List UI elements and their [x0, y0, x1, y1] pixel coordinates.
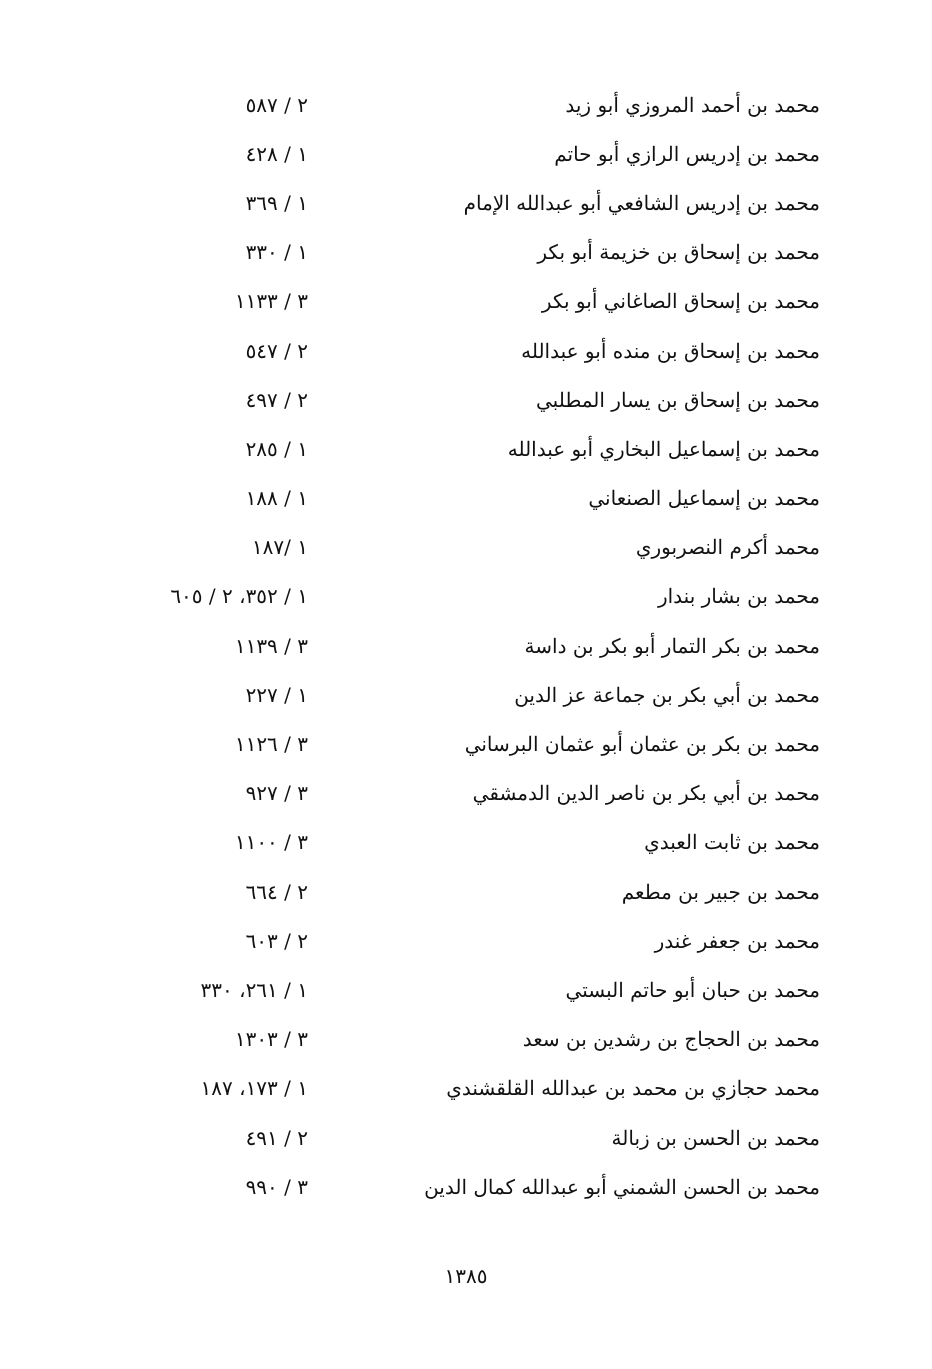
entry-name: محمد بن بكر التمار أبو بكر بن داسة: [524, 633, 820, 658]
index-entry: [0, 1064, 932, 1113]
index-entry: [0, 1162, 932, 1211]
entry-name: محمد بن جعفر غندر: [654, 928, 820, 953]
entry-reference: ١ / ٢٢٧: [245, 682, 308, 707]
index-entry: [0, 129, 932, 178]
index-entry: [0, 277, 932, 326]
entry-name: محمد بن إسحاق بن منده أبو عبدالله: [521, 338, 820, 363]
entry-name: محمد بن إسماعيل الصنعاني: [588, 486, 820, 511]
entry-reference: ١ / ٤٢٨: [245, 141, 308, 166]
entry-name: محمد بن إدريس الرازي أبو حاتم: [554, 141, 820, 166]
index-entry: [0, 80, 932, 129]
entry-reference: ٢ / ٤٩١: [245, 1125, 308, 1150]
index-entry: [0, 670, 932, 719]
entry-reference: ١ / ٣٣٠: [245, 240, 308, 265]
entry-name: محمد بن إسحاق بن خزيمة أبو بكر: [537, 240, 820, 265]
entry-name: محمد بن بكر بن عثمان أبو عثمان البرساني: [464, 732, 820, 757]
index-entry-list: [0, 80, 932, 1211]
entry-reference: ١ / ٣٦٩: [245, 190, 308, 215]
entry-reference: ١ /١٨٧: [251, 535, 308, 560]
entry-name: محمد بن إسماعيل البخاري أبو عبدالله: [507, 436, 820, 461]
index-entry: [0, 375, 932, 424]
entry-reference: ٣ / ١١٣٣: [234, 289, 308, 314]
entry-reference: ٣ / ٩٢٧: [245, 781, 308, 806]
entry-name: محمد أكرم النصربوري: [635, 535, 820, 560]
index-entry: [0, 719, 932, 768]
index-entry: [0, 424, 932, 473]
entry-name: محمد حجازي بن محمد بن عبدالله القلقشندي: [446, 1076, 820, 1101]
entry-reference: ٢ / ٥٨٧: [245, 92, 308, 117]
entry-name: محمد بن أحمد المروزي أبو زيد: [565, 92, 820, 117]
entry-reference: ١ / ١٨٨: [245, 486, 308, 511]
page-number: ١٣٨٥: [444, 1264, 488, 1288]
entry-name: محمد بن ثابت العبدي: [644, 830, 820, 855]
index-entry: [0, 769, 932, 818]
entry-name: محمد بن الحسن بن زبالة: [611, 1125, 820, 1150]
index-entry: [0, 867, 932, 916]
index-entry: [0, 523, 932, 572]
entry-name: محمد بن إسحاق بن يسار المطلبي: [536, 387, 820, 412]
entry-reference: ١ / ٢٨٥: [245, 436, 308, 461]
entry-name: محمد بن إسحاق الصاغاني أبو بكر: [541, 289, 820, 314]
index-entry: [0, 818, 932, 867]
entry-reference: ٣ / ٩٩٠: [245, 1174, 308, 1199]
entry-name: محمد بن الحجاج بن رشدين بن سعد: [522, 1027, 820, 1052]
entry-reference: ٢ / ٤٩٧: [245, 387, 308, 412]
entry-name: محمد بن بشار بندار: [657, 584, 820, 609]
index-entry: [0, 228, 932, 277]
entry-reference: ١ / ١٧٣، ١٨٧: [200, 1076, 308, 1101]
index-entry: [0, 474, 932, 523]
entry-reference: ١ / ٣٥٢، ٢ / ٦٠٥: [170, 584, 308, 609]
entry-reference: ٣ / ١٣٠٣: [234, 1027, 308, 1052]
entry-reference: ٢ / ٥٤٧: [245, 338, 308, 363]
entry-name: محمد بن الحسن الشمني أبو عبدالله كمال الدين: [424, 1174, 820, 1199]
index-entry: [0, 1015, 932, 1064]
index-entry: [0, 326, 932, 375]
entry-reference: ٣ / ١١٢٦: [234, 732, 308, 757]
entry-name: محمد بن إدريس الشافعي أبو عبدالله الإمام: [463, 190, 820, 215]
entry-name: محمد بن حبان أبو حاتم البستي: [565, 977, 820, 1002]
entry-reference: ٣ / ١١٣٩: [234, 633, 308, 658]
index-entry: [0, 916, 932, 965]
entry-reference: ٢ / ٦٠٣: [245, 928, 308, 953]
index-entry: [0, 621, 932, 670]
index-entry: [0, 572, 932, 621]
entry-name: محمد بن جبير بن مطعم: [621, 879, 820, 904]
entry-reference: ٢ / ٦٦٤: [245, 879, 308, 904]
entry-name: محمد بن أبي بكر بن جماعة عز الدين: [514, 682, 820, 707]
index-entry: [0, 965, 932, 1014]
index-entry: [0, 1113, 932, 1162]
entry-reference: ٣ / ١١٠٠: [234, 830, 308, 855]
entry-reference: ١ / ٢٦١، ٣٣٠: [200, 977, 308, 1002]
index-entry: [0, 178, 932, 227]
entry-name: محمد بن أبي بكر بن ناصر الدين الدمشقي: [472, 781, 820, 806]
